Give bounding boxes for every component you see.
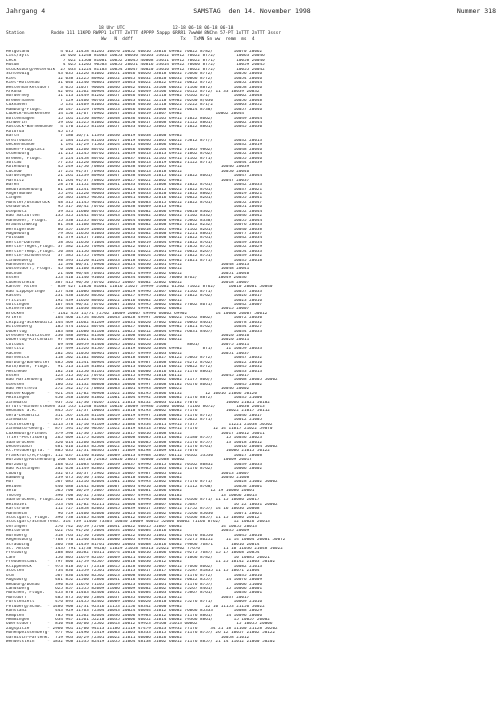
table-row: Lindenberg 98 393 11220 81204 10033 20018 40025 51001 69902 71021 8771/ 10035 20018 (6, 258, 263, 263)
table-row: Giessen 186 532 11132 80800 10003 20000 49997 53008 60102 76176 8661/ 10045 20002 (6, 382, 263, 387)
table-row: Wasserkuppe * 921 544 11/02 90908 11022 21002 48295 54006 60132 12 10016 21006 50120 (6, 391, 257, 396)
table-row: Essen 123 515 16/22 /0701 10013 20015 49996 51018 60112 10045 20017 (6, 373, 250, 378)
table-row: Schleswig 43 035 11226 81002 10051 20046 40026 53018 60032 75666 8772/ 10056 20046 (6, 72, 263, 77)
table-row: Lübeck-Blankensee 14 156 11/67 70902 10047 20043 40019 51007 69902 10062 20044 (6, 112, 244, 117)
table-row: Fritzlar 192 439 11620 80402 10022 20016 40002 52007 60012 10023 20016 (6, 298, 263, 303)
table-row: Garmisch-Partenk. 719 963 16/29 /2301 10022 21011 40006 51026 60062 10058 21012 (6, 635, 250, 640)
table-row: Bremerhaven 7 129 11460 90703 10052 20043 40012 52110 69902 70260 8/030 10056 20048 (6, 98, 263, 103)
table-row: Karlsruhe 112 727 11858 82005 10045 20039 40017 53007 60012 71752 8757/ 14 16 10036 20008 (6, 507, 260, 512)
table-row: Konstanz 443 929 11763 72304 10043 20024 40044 51012 60002 76066 85333 10088 20029 (6, 609, 263, 614)
table-row: List/Sylt 26 020 11240 81003 10053 00036 40103 53012 69912 70022 8772/ 10063 20046 (6, 54, 265, 59)
table-row: Hamburg-Flugh. 10 147 11529 70904 10053 20046 40010 53008 69912 70024 8730/ 10057 20046 (6, 107, 263, 112)
table-row: Hannoversch 12 396 00/31 /0906 10023 20024 40030 52001 69912 10048 20013 (6, 263, 250, 267)
table-row: Ueckermünde 1 191 11/29 71505 10024 20015 40046 51006 60012 10032 20019 (6, 143, 263, 148)
table-row: Berlin-Dahlem 58 361 11650 71004 10038 20029 40019 53004 69902 71022 8761/ 10039 20034 (6, 240, 263, 245)
table-row: Barth 7 180 16//1 11393 10030 20019 40038 51000 69902 (6, 134, 182, 139)
table-row: Stuttgart/Schnarrenb. 314 739 11460 73303 10030 20009 40015 52006 60002 71166 8762/ 12 10026 20013 (6, 520, 270, 525)
table-row: Lüchow 17 251 91/37 /0903 10051 20046 40013 51018 60012 10050 20046 (6, 169, 250, 174)
table-row: Göttingen 167 444 90/32 /0702 10007 21003 49995 50002 60002 77062 8671/ 10042 20007 (6, 302, 263, 307)
table-row: Marnitz 81 264 91/37 /0802 10039 20027 40022 52002 69902 10047 20037 (6, 178, 250, 183)
table-row: Kiel-Holtenau 31 046 11240 90801 10049 20043 40022 53022 69912 70022 8772/ 10052 20044 (6, 81, 263, 86)
table-row: Diepholz 39 321 11600 80705 10055 20044 40002 52006 69902 70020 8302/ 10052 20044 (6, 209, 263, 214)
table-row: Kl.Feldberg/Ta. * 805 635 11/31 80305 11007 21009 48298 51009 60112 77676 10006 21015 50122 (6, 449, 270, 454)
table-row: Münster/Osnabrück 48 315 11145 90401 10051 20050 40003 52015 60012 71022 8761/ 10052 20047 (6, 200, 263, 205)
table-row: Görlitz 237 499 11526 81507 10025 21019 40020 52004 69902 871/ 11 10059 20033 (6, 347, 263, 352)
table-row: Feldberg/Schw. * 1486 908 11/31 92316 11153 21156 48342 55000 69902 22 10 11153 21156 50022 (6, 604, 265, 609)
table-row: Weiden 440 688 11442 82006 10007 20003 49010 52006 60002 71112 8760/ 10058 20001 (6, 484, 263, 489)
volume-label: Jahrgang 4 (6, 7, 46, 15)
table-row: Freiburg 208 803 10582 70311 10074 20016 40016 51006 60062 79275 7687/ 15 17 10068 20054 (6, 551, 260, 556)
table-row: Rostock-Warnemünde 4 170 11225 81103 10057 20033 40015 53005 69902 71022 8861/ 10045 20030 (6, 125, 263, 130)
table-row: Hannover, Flugh. 55 338 11235 80702 10050 20044 40000 53000 69902 75862 8330/ 10055 20044 (6, 218, 263, 223)
table-row: Osnabrück 95 317 10/42 /0702 10050 20038 40009 52013 69902 10051 20046 (6, 205, 263, 210)
table-row: Neubrandenburg 81 280 11241 80905 10026 20021 40033 53015 60022 71022 8761/ 10037 20021 (6, 187, 263, 192)
page-number: Nummer 318 (456, 7, 496, 15)
table-row: Mannheim 96 729 11460 82006 10030 20023 40014 53002 60002 75266 85030 10071 20021 (6, 511, 263, 516)
table-row: Luxemburg/Findel 379 590 11/30 /1307 10010 21017 40016 51008 60312 10017 20012 50011 (6, 431, 265, 436)
table-row: Bad Kissingen 282 658 11149 82801 10006 20002 49985 52003 60002 71176 8762/ 10006 20002 (6, 467, 263, 472)
table-row: Bad Salzuflen 135 325 11442 80701 10043 20034 40002 52005 60032 71102 8332/ 10046 20042 (6, 214, 263, 219)
table-row: Rotorua 45 175 (6, 129, 74, 134)
table-row: Rotenburg 45 249 11/50 /0803 10046 20038 40019 52005 69912 10046 20039 (6, 165, 250, 170)
table-row: Oldenburg 11 215 11245 80702 10051 20039 40013 51013 69912 71062 8762/ 10052 20044 (6, 152, 263, 157)
column-header-line: 18 Uhr UTC 12-18 06-18 06-18 06-18 (6, 26, 234, 31)
table-row: Saarbrücken, Flugh.322 708 11570 82007 10030 20031 49996 58000 60002 76166 8771/ 11 15 10086 20017 (6, 498, 260, 503)
table-row: Lingen 26 305 11045 90501 10053 20041 40005 52016 60012 70022 8261/ 10055 20041 (6, 196, 263, 201)
table-row: Memmingen 634 947 11561 52210 10035 20006 40052 51014 60002 79366 8861/ 15 10057 20002 (6, 618, 270, 622)
table-row: Westermarkelsdorf 3 055 11057 90604 10046 20042 40031 53108 60032 71166 8872/ 10058 20046 (6, 85, 263, 90)
table-row: Bochum 21 400 90/48 /0401 10050 20041 49999 52002 60012 10051 20040 (6, 271, 250, 276)
table-row: Essen 153 410 11140 91003 10046 20034 40004 51002 70006 8762/ 10049 20036 (6, 276, 247, 281)
table-row: Stuttgart, Flugh. 396 738 11465 82408 10061 20012 40019 52007 60062 76166 8857/ 11 15 10086 20012 (6, 515, 260, 520)
table-row: Hof 567 685 11216 82004 11001 21002 49993 52002 60002 77176 8771/ 10028 21002 50002 (6, 480, 278, 485)
table-row: Helgoland 4 015 11458 81205 10070 20052 40016 53016 69902 70022 8782/ 10070 20062 (6, 50, 263, 54)
table-row: Artern 164 460 11754 80504 10043 20028 49997 50002 60022 76262 8062/ 10072 20030 (6, 316, 263, 321)
table-row: Gardelegen 21 261 11239 80903 10047 20038 40028 51015 60012 71022 8661/ 10047 20044 (6, 174, 263, 179)
table-row: Berlin-Schönefeld 37 385 11755 70904 10037 20030 40024 55005 60012 71022 8751/ 10039 20032 (6, 254, 263, 259)
table-row: Bad Hersfeld 272 542 11/72 /0803 10003 21001 49993 50009 60022 10046 20002 (6, 387, 250, 392)
table-row: Zinnwald 877 578 11132 81406 10009 21007 49993 50008 60012 75022 8771/ 10012 21005 (6, 418, 263, 423)
table-row: Dresden-Klotzsche 230 488 10962 81306 10020 21008 40018 52002 60012 10020 20016 (6, 334, 250, 338)
table-row: Tholey 390 708 16/32 /2401 10016 20007 49993 52003 60102 13 10066 20013 (6, 493, 257, 498)
table-row: Cuxhaven 5 131 11469 81005 10062 20048 40010 52110 60022 75222 871/2 10063 20052 (6, 103, 263, 108)
table-row: Nörvenich 118 502 11162 80602 10026 20018 40007 52027 60122 75065 8772/ 10047 20032 (6, 356, 263, 361)
table-row: Wendelstein * 1832 968 11535 82419 11055 21064 48138 51002 60012 71176 8857/ 21 14 11012 21060 50202 (6, 640, 276, 645)
table-row: Öhringen 276 742 16/59 /2708 10041 20022 40015 51007 60002 14 10055 20013 (6, 524, 257, 529)
table-row: Zinnwald * 937 552 11/30 70207 11021 21013 48232 50003 62102 77076 10066 21021 50102 (6, 400, 270, 405)
table-row: Husum 4 025 11205 90503 10055 20051 40016 53014 69922 70066 8772/ 10059 20045 (6, 63, 265, 68)
table-row: Kassel 231 438 11056 80502 10022 20027 49995 51005 60012 71022 8762/ 10026 20017 (6, 294, 263, 299)
table-row: Oberstdorf * 810 948 16/60 /2502 10013 20012 49923 59160 51013 60062 15 10055 20006 (6, 622, 273, 627)
table-row: Leinefelde 356 448 11030 80302 10011 20005 49991 50002 60002 10015 20007 (6, 307, 250, 312)
table-row: Leck 7 022 11560 81001 10052 20045 40008 53011 69912 70022 8771/ 10058 20040 (6, 58, 265, 63)
table-row: Hohenpeissenberg* 977 962 11490 72419 10003 21003 48333 51015 60002 71176 8757/ 26 12 10057 21002 50122 (6, 631, 276, 636)
column-header-line: Station Rodde 111 11KPD RWPP1 1sTTT ZeTTT 4PPPP 5appp 6RRR1 7wwWW 8NChn 57-PT 1xTTT 2nTTT 3sssr (6, 31, 281, 37)
table-row: Saarbrücken 320 614 11260 82804 20018 20016 40005 52008 60002 72176 8757/ 13 10018 20012 (6, 440, 263, 445)
table-row: Magdeburg 79 361 11656 81003 10050 20035 40002 54000 69902 71221 8861/ 10077 20037 (6, 231, 263, 236)
table-row: München, Flugh. 453 870 11463 82406 10051 20014 40004 51003 60002 75867 8761/ 10036 20001 (6, 591, 263, 596)
table-row: Ulm 567 836 11440 82502 10023 20008 40016 53008 60002 71176 8772/ 10035 20016 (6, 573, 263, 578)
table-row: Zugspitze * 2960 961 11/00 94113 11186 21119 47479 55023 69932 77176 34 21 18 11160 21128 50202 (6, 626, 278, 631)
table-row: Soltau 77 235 11220 80602 10046 20038 40013 51019 60002 71122 8771/ 10044 20039 (6, 160, 263, 165)
table-row: Schwerin 59 162 11525 81002 10062 20050 40017 53008 60032 71122 8861/ 10062 20044 (6, 121, 263, 125)
table-row: Meschede 182 516 11250 81101 10018 20016 40000 51016 60112 71176 8861/ 10033 20013 (6, 369, 263, 374)
table-row: Würzburg 268 655 11083 63007 10039 20037 49996 53015 60002 70162 80832 10039 20033 (6, 462, 263, 467)
table-row: Nürnberg 318 763 11/50 72604 10009 20022 40016 51001 60062 76176 86550 10045 20010 (6, 533, 263, 538)
station-table (6, 50, 285, 645)
table-row: Weinbiet 553 704 11/02 92211 10012 20008 48999 58007 60062 75687 16 22 10031 20002 (6, 502, 278, 507)
table-row: Selb 565 700 10/29 /2007 10033 20026 40001 52006 60002 12 19 10080 20001 (6, 489, 255, 494)
table-row: Klippeneck * 973 818 16/17 /2310 10015 21028 40030 55007 60012 77666 8662/ 10082 21013 (6, 564, 263, 569)
table-row: Arkona 42 091 11562 80904 10035 20022 40049 53106 60022 70122 8772/ 11 33 10039 20032 (6, 89, 260, 94)
table-row: Lahr 156 805 11679 82107 10069 20021 40016 58007 60002 71066 8782/ 10 10085 20021 (6, 555, 270, 560)
column-header-line: Ww N ddff Tx TxMN Sn ww remm ms 4 (6, 36, 255, 42)
table-row: Zinnwald-Georg. * 877 591 11/30 90507 11022 21019 48313 57002 69912 77176 12 14 11017 21022 59070 (6, 427, 273, 432)
table-row: Straubing 366 788 11439 81701 10006 20003 40008 52016 60002 79866 76871 10016 20014 (6, 542, 260, 547)
table-row: Aachen 202 501 11056 80901 10047 20037 49999 52003 60012 10051 20037 (6, 351, 250, 356)
table-row: Angermünde 55 291 11220 90603 10024 20019 40033 52020 60012 71022 8802/ 10029 20021 (6, 192, 263, 196)
table-row: Potsdam 81 379 11457 71001 10038 20033 40023 54000 60012 71022 8761/ 10042 20034 (6, 236, 263, 241)
table-row: Lüdenscheid 387 415 90/50 /0702 10015 20007 40002 52002 60012 10018 20007 (6, 280, 250, 285)
table-row: Kiel 12 038 11225 80902 10052 20045 40032 53020 60032 70066 8772/ 10054 20046 (6, 76, 263, 81)
table-row: Berlin-Tegel,Flugh. 37 382 11156 70904 10043 20022 40017 50002 69902 71052 8751/ 10052 20029 (6, 245, 263, 250)
table-row: Doberlug 103 480 11600 81108 10031 20025 40012 58004 69902 76031 8467/ 10034 20033 (6, 329, 263, 334)
table-row: Doberlug-Kirchhain 97 490 11021 81402 10025 20005 40015 51001 60012 10020 20011 (6, 338, 250, 343)
table-row: Berlin-Temp.,Flugh. 50 384 11156 80803 10039 20031 40022 54001 69912 70022 8267/ 10054 20033 (6, 249, 263, 254)
table-row: Landsberg 625 857 11555 82009 11006 20009 40002 52002 60002 75267 8461/ 15 10066 20001 (6, 586, 263, 591)
table-row: Boltenhagen 15 161 11550 80907 10048 20036 40031 53105 69912 71022 8662/ 10049 20044 (6, 116, 263, 121)
table-row: Fürstenzell 476 893 11455 82402 10009 20005 40020 53010 60002 75276 8771/ 10069 21016 (6, 600, 263, 605)
table-row: Bamberg 239 675 16/30 /1402 10002 20010 40005 53008 60002 10046 21008 (6, 476, 250, 480)
table-row: Braunschweig 81 348 11160 80901 10057 20048 40002 52000 69902 71022 8232/ 10076 20033 (6, 223, 263, 228)
table-row: Heilbronn 622 761 91/20 /2004 10034 20005 40004 51016 60002 10035 20009 (6, 529, 250, 534)
table-row: Mühldorf 405 875 16/60 /2804 10037 20035 40046 55023 60012 10037 20017 (6, 595, 250, 600)
table-row: Bremen, Flugh. 3 224 11458 80702 10052 20037 40011 52105 69912 71162 8771/ 10055 20046 (6, 156, 263, 161)
table-row: St. Anton * 1437 791 11/30 9420/ 11029 21058 48313 52022 69902 77676 11 10 11036 21048 50022 (6, 547, 283, 551)
table-row: Würzburg/Rothenburg 268 648 16/20 /2405 10026 20017 40000 52008 60002 10009 20017 (6, 458, 252, 463)
table-row: Wernigerode 86 357 11059 20803 10048 20038 40018 52005 69902 71162 8261/ 10040 20038 (6, 227, 263, 232)
table-row: Coburg 332 675 16/37 /2902 10013 20007 49987 50005 60012 10013 20007 (6, 471, 250, 476)
table-row: Leipzig-Schkeuditz 144 469 11662 81209 10039 20031 40020 57002 60012 70065 8461/ 10078 20032 (6, 320, 263, 325)
table-row: Bad Marienberg 546 526 11229 90703 10001 21005 49982 50002 60002 71177 866// 10008 20005 50002 (6, 378, 278, 383)
table-header (6, 26, 281, 42)
table-row: Kahler Asten * 839 427 11056 81001 11016 21027 39999 51002 61502 71022 8762/ 10010 20001 50040 (6, 285, 273, 290)
table-row: Wittenberg 105 474 11622 80704 10033 20027 40001 58006 69902 71021 8762/ 10034 20027 (6, 325, 263, 330)
table-row: Stötten 734 836 11559 72501 10016 21013 40017 51017 60002 75287 81835 11 15 10071 21004 (6, 569, 260, 574)
table-row: Trier-Petrisberg 265 609 11175 82604 10035 20008 40005 53013 60002 72180 8757/ 15 10036 20023 (6, 436, 263, 441)
table-row: Deuselbach 481 616 11263 82506 10022 20032 40029 52008 60002 71176 8761/ 10016 20004 50002 (6, 444, 278, 449)
table-row: Nürburg/Barweiler 485 506 11541 80904 10019 20016 49987 51008 60012 74272 8762/ 10022 20016 (6, 360, 263, 365)
table-row: Neuhaus a.R. * 845 557 11/37 10003 11004 21010 49293 50002 60002 77176 10022 21017 50112 (6, 409, 270, 414)
table-row: Meiningen 450 548 11030 81802 11001 21004 49992 53008 60002 71176 8872/ 10035 21000 (6, 396, 263, 401)
table-row: Waren 28 270 11152 80804 10041 20033 40031 51008 60002 71022 8761/ 10042 20033 (6, 183, 263, 188)
table-row: Gera-Leumnitz 311 567 11458 81104 10019 20019 49997 51008 60002 71176 8772/ 10046 20017 (6, 413, 263, 418)
table-row: Frankfurt/M,Flugh. 112 637 11140 81602 10009 20013 49988 52007 60112 70162 53530 10027 20008 (6, 453, 263, 458)
table-row: Glücksburg/Meierwik 27 033 11224 81103 10054 20047 40020 53016 69912 70022 8772/ 10055 20042 (6, 67, 265, 72)
table-row: Düsseldorf, Flugh. 45 400 11160 81002 10047 20037 40000 52003 60012 10048 20041 (6, 267, 250, 272)
table-row: Regensburg *768 770 11540 81401 10000 20005 49993 50002 60002 75275 86252 11 14 10004 20001 50072 (6, 538, 286, 543)
issue-date: SAMSTAG den 14. November 1998 (193, 7, 311, 15)
table-row: Erfurt-Bindersleben 323 555 11240 81003 10026 20009 49986 51006 60002 71166 8672/ 10030 20013 (6, 405, 265, 409)
table-row: Emden-Flugplatz 0 200 11260 80702 10047 20046 40000 52104 69902 71065 9862/ 10048 20046 (6, 147, 263, 152)
table-row: Norderney 11 113 11449 81202 10057 20046 40017 52110 69902 76162 871/ 10062 20048 (6, 94, 263, 99)
table-row: Köln/Bonn, Flugh. 91 513 11118 81801 10020 20013 40020 51016 60012 70022 8772/ 10045 20032 (6, 365, 263, 370)
table-row: Bad Lippspringe 157 430 11006 80801 10049 20029 49996 52007 60012 71162 8771/ 10057 20033 (6, 289, 263, 294)
table-row: Augsburg 461 852 11560 72806 10041 20016 40034 52002 60002 70022 8557/ 14 10076 20009 (6, 578, 263, 583)
table-row: Freudenstadt * 797 806 11/59 92507 10066 20018 40030 55012 60002 11 25 10142 21003 50102 (6, 560, 276, 565)
table-row: Brocken * 1142 453 11/71 /2702 10009 20007 49996 60002 69902 14 10006 20007 50012 (6, 311, 268, 316)
table-row: Neuburg/Donau 390 853 11670 71105 10039 20023 40044 52001 60002 71176 8757/ 10066 21006 (6, 582, 263, 587)
table-row: Greifswald 2 184 11224 81103 10027 20019 40046 51005 60012 75812 877// 10032 20013 (6, 138, 263, 143)
table-row: Kempten 705 946 11562 82604 10036 20006 49983 52012 60002 71176 8861/ 14 10096 20006 (6, 613, 263, 618)
table-row: Cottbus 69 498 10959 81406 10045 20001 40020 53006 8861/ 10075 20011 (6, 342, 250, 347)
table-row: Fichtelberg * 1213 578 11/10 91109 11085 21086 49334 55011 69912 77377 11221 21038 50502 (6, 422, 273, 427)
